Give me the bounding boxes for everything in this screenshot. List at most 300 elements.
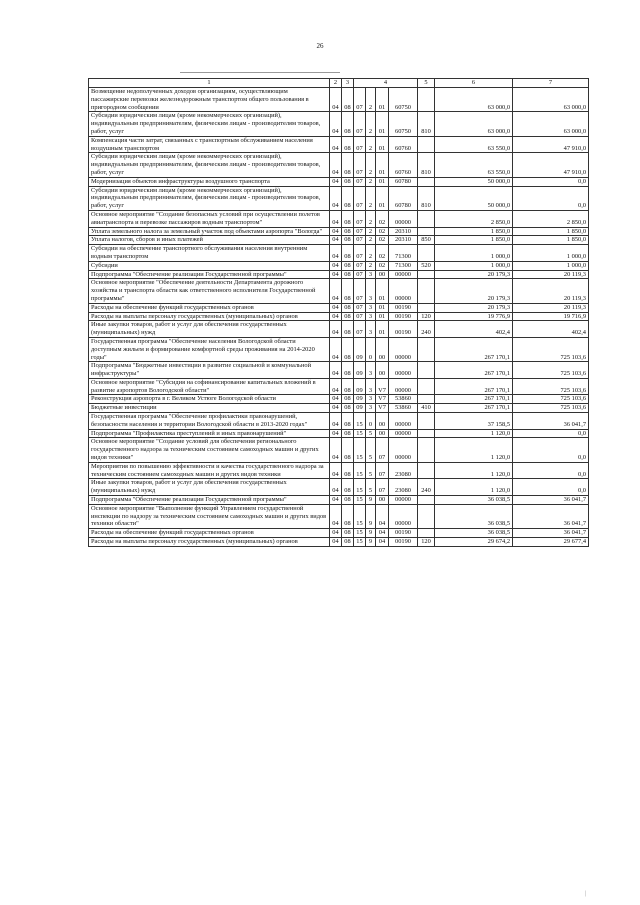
amount-year-1: 1 000,0: [435, 245, 513, 262]
code-event: 07: [376, 438, 389, 462]
code-event: V7: [376, 404, 389, 413]
expense-type: 810: [418, 153, 435, 177]
code-program: 07: [354, 321, 366, 338]
code-direction: 60760: [389, 153, 418, 177]
code-section: 04: [330, 210, 342, 227]
row-name: Расходы на выплаты персоналу государственных (муниципальных) органов: [89, 538, 330, 547]
amount-year-2: 20 119,3: [513, 303, 589, 312]
table-row: [89, 210, 589, 227]
expense-type: [418, 88, 435, 112]
expense-type: [418, 395, 435, 404]
code-event: 01: [376, 321, 389, 338]
row-name: Субсидии юридическим лицам (кроме некоммерческих организаций), индивидуальным предпринимателям, физическим лицам - производителям товаров, работ, услуг: [89, 186, 330, 210]
table-row: [89, 136, 589, 153]
row-name: Иные закупки товаров, работ и услуг для обеспечения государственных (муниципальных) нужд: [89, 321, 330, 338]
expense-type: [418, 438, 435, 462]
amount-year-1: 402,4: [435, 321, 513, 338]
amount-year-2: 725 103,6: [513, 395, 589, 404]
header-col-2: 2: [330, 79, 342, 88]
header-col-3: 3: [342, 79, 354, 88]
code-subprogram: 5: [366, 479, 376, 496]
amount-year-1: 1 120,0: [435, 479, 513, 496]
code-direction: 71300: [389, 245, 418, 262]
code-subprogram: 5: [366, 438, 376, 462]
expense-type: 240: [418, 321, 435, 338]
code-event: 07: [376, 479, 389, 496]
code-section: 04: [330, 312, 342, 321]
amount-year-2: 1 000,0: [513, 261, 589, 270]
code-subprogram: 2: [366, 261, 376, 270]
code-section: 04: [330, 529, 342, 538]
code-subprogram: 9: [366, 496, 376, 505]
expense-type: [418, 227, 435, 236]
amount-year-1: 267 170,1: [435, 404, 513, 413]
amount-year-1: 1 120,0: [435, 438, 513, 462]
code-event: 02: [376, 210, 389, 227]
code-direction: 00000: [389, 279, 418, 303]
code-direction: 60750: [389, 88, 418, 112]
code-subsection: 08: [342, 303, 354, 312]
amount-year-2: 36 041,7: [513, 529, 589, 538]
code-section: 04: [330, 462, 342, 479]
expense-type: [418, 270, 435, 279]
amount-year-1: 37 158,5: [435, 413, 513, 430]
code-program: 15: [354, 496, 366, 505]
code-direction: 53860: [389, 395, 418, 404]
code-section: 04: [330, 227, 342, 236]
expense-type: [418, 245, 435, 262]
row-name: Основное мероприятие "Выполнение функций Управлением государственной инспекции по надзору за техническим состоянием самоходных машин и других видов техники области": [89, 504, 330, 528]
code-subsection: 08: [342, 538, 354, 547]
expense-type: [418, 496, 435, 505]
amount-year-2: 1 850,0: [513, 236, 589, 245]
code-direction: 23080: [389, 462, 418, 479]
amount-year-2: 36 041,7: [513, 496, 589, 505]
expense-type: 520: [418, 261, 435, 270]
amount-year-2: 0,0: [513, 479, 589, 496]
table-row: [89, 177, 589, 186]
code-subprogram: 2: [366, 136, 376, 153]
code-event: 01: [376, 303, 389, 312]
code-event: 02: [376, 227, 389, 236]
code-section: 04: [330, 136, 342, 153]
code-direction: 00000: [389, 378, 418, 395]
table-row: [89, 270, 589, 279]
amount-year-2: 725 103,6: [513, 404, 589, 413]
code-direction: 20310: [389, 236, 418, 245]
code-subprogram: 5: [366, 462, 376, 479]
code-program: 07: [354, 177, 366, 186]
expense-type: 810: [418, 186, 435, 210]
code-subsection: 08: [342, 227, 354, 236]
amount-year-2: 47 910,0: [513, 136, 589, 153]
code-subsection: 08: [342, 153, 354, 177]
table-row: [89, 279, 589, 303]
code-section: 04: [330, 413, 342, 430]
expense-type: [418, 413, 435, 430]
code-direction: 00000: [389, 496, 418, 505]
code-direction: 60780: [389, 177, 418, 186]
code-direction: 23080: [389, 479, 418, 496]
code-event: 00: [376, 496, 389, 505]
table-row: [89, 112, 589, 136]
code-event: 01: [376, 88, 389, 112]
table-row: [89, 413, 589, 430]
code-section: 04: [330, 261, 342, 270]
row-name: Расходы на обеспечение функций государственных органов: [89, 303, 330, 312]
row-name: Подпрограмма "Обеспечение реализации Государственной программы": [89, 496, 330, 505]
expense-type: [418, 337, 435, 361]
table-row: [89, 236, 589, 245]
amount-year-2: 0,0: [513, 429, 589, 438]
amount-year-1: 1 120,0: [435, 462, 513, 479]
code-subprogram: 9: [366, 504, 376, 528]
amount-year-2: 20 119,3: [513, 279, 589, 303]
amount-year-2: 19 716,9: [513, 312, 589, 321]
code-direction: 00000: [389, 337, 418, 361]
code-section: 04: [330, 153, 342, 177]
code-section: 04: [330, 245, 342, 262]
table-row: [89, 261, 589, 270]
amount-year-1: 2 850,0: [435, 210, 513, 227]
amount-year-1: 63 000,0: [435, 112, 513, 136]
expense-type: 850: [418, 236, 435, 245]
code-direction: 00190: [389, 529, 418, 538]
code-event: 02: [376, 236, 389, 245]
row-name: Субсидии юридическим лицам (кроме некоммерческих организаций), индивидуальным предпринимателям, физическим лицам - производителям товаров, работ, услуг: [89, 153, 330, 177]
amount-year-2: 20 119,3: [513, 270, 589, 279]
amount-year-2: 47 910,0: [513, 153, 589, 177]
code-subprogram: 2: [366, 88, 376, 112]
code-subsection: 08: [342, 438, 354, 462]
table-row: [89, 245, 589, 262]
row-name: Реконструкция аэропорта в г. Великом Устюге Вологодской области: [89, 395, 330, 404]
amount-year-1: 19 776,9: [435, 312, 513, 321]
amount-year-1: 20 179,3: [435, 303, 513, 312]
amount-year-1: 36 038,5: [435, 496, 513, 505]
amount-year-1: 1 850,0: [435, 227, 513, 236]
table-row: [89, 321, 589, 338]
code-event: 04: [376, 538, 389, 547]
amount-year-2: 402,4: [513, 321, 589, 338]
code-event: 01: [376, 279, 389, 303]
code-event: 02: [376, 261, 389, 270]
amount-year-2: 1 850,0: [513, 227, 589, 236]
header-col-4: 4: [354, 79, 418, 88]
row-name: Основное мероприятие "Создание условий для обеспечения регионального государственного надзора за техническим состоянием самоходных машин и других видов техники": [89, 438, 330, 462]
code-subsection: 08: [342, 279, 354, 303]
amount-year-1: 50 000,0: [435, 177, 513, 186]
table-row: [89, 395, 589, 404]
code-event: V7: [376, 378, 389, 395]
code-direction: 60750: [389, 112, 418, 136]
table-row: [89, 462, 589, 479]
code-subprogram: 2: [366, 227, 376, 236]
code-direction: 00190: [389, 303, 418, 312]
code-subsection: 08: [342, 261, 354, 270]
code-subsection: 08: [342, 177, 354, 186]
table-row: [89, 337, 589, 361]
code-program: 15: [354, 538, 366, 547]
table-row: [89, 88, 589, 112]
code-subprogram: 2: [366, 210, 376, 227]
expense-type: 120: [418, 312, 435, 321]
amount-year-2: 0,0: [513, 462, 589, 479]
code-program: 15: [354, 413, 366, 430]
amount-year-2: 0,0: [513, 177, 589, 186]
code-subsection: 08: [342, 429, 354, 438]
code-direction: 71300: [389, 261, 418, 270]
code-section: 04: [330, 538, 342, 547]
row-name: Расходы на выплаты персоналу государственных (муниципальных) органов: [89, 312, 330, 321]
table-body: [89, 88, 589, 547]
row-name: Государственная программа "Обеспечение профилактики правонарушений, безопасности населения и территории Вологодской области в 2013-2020 годах": [89, 413, 330, 430]
amount-year-1: 20 179,3: [435, 279, 513, 303]
code-direction: 00000: [389, 210, 418, 227]
code-section: 04: [330, 177, 342, 186]
code-event: 00: [376, 362, 389, 379]
code-program: 07: [354, 312, 366, 321]
table-row: [89, 186, 589, 210]
amount-year-2: 63 000,0: [513, 88, 589, 112]
code-program: 15: [354, 462, 366, 479]
amount-year-1: 29 674,2: [435, 538, 513, 547]
expense-type: [418, 429, 435, 438]
code-program: 07: [354, 279, 366, 303]
row-name: Подпрограмма "Обеспечение реализации Государственной программы": [89, 270, 330, 279]
code-event: V7: [376, 395, 389, 404]
table-row: [89, 529, 589, 538]
header-col-6: 6: [435, 79, 513, 88]
code-section: 04: [330, 395, 342, 404]
expense-type: [418, 529, 435, 538]
code-program: 07: [354, 112, 366, 136]
amount-year-2: 0,0: [513, 186, 589, 210]
table-row: [89, 538, 589, 547]
code-direction: 00190: [389, 321, 418, 338]
row-name: Мероприятия по повышению эффективности и качества государственного надзора за техническим состоянием самоходных машин и других видов техники: [89, 462, 330, 479]
code-subprogram: 3: [366, 395, 376, 404]
code-section: 04: [330, 479, 342, 496]
row-name: Модернизация объектов инфраструктуры воздушного транспорта: [89, 177, 330, 186]
row-name: Основное мероприятие "Создание безопасных условий при осуществлении полетов авиатранспорта и перевозке пассажиров водным транспортом": [89, 210, 330, 227]
code-event: 02: [376, 245, 389, 262]
corner-tick: |: [584, 891, 586, 897]
row-name: Уплата налогов, сборов и иных платежей: [89, 236, 330, 245]
code-subsection: 08: [342, 496, 354, 505]
amount-year-1: 1 850,0: [435, 236, 513, 245]
code-subprogram: 3: [366, 362, 376, 379]
amount-year-1: 267 170,1: [435, 337, 513, 361]
amount-year-1: 36 038,5: [435, 504, 513, 528]
amount-year-1: 267 170,1: [435, 395, 513, 404]
code-subsection: 08: [342, 236, 354, 245]
header-col-7: 7: [513, 79, 589, 88]
code-subsection: 08: [342, 112, 354, 136]
expense-type: 120: [418, 538, 435, 547]
code-subsection: 08: [342, 210, 354, 227]
row-name: Уплата земельного налога за земельный участок под объектами аэропорта "Вологда": [89, 227, 330, 236]
code-subsection: 08: [342, 321, 354, 338]
header-col-5: 5: [418, 79, 435, 88]
code-direction: 00000: [389, 504, 418, 528]
code-section: 04: [330, 303, 342, 312]
amount-year-2: 725 103,6: [513, 362, 589, 379]
amount-year-1: 1 000,0: [435, 261, 513, 270]
amount-year-2: 29 677,4: [513, 538, 589, 547]
amount-year-1: 1 120,0: [435, 429, 513, 438]
code-subsection: 08: [342, 462, 354, 479]
code-subsection: 08: [342, 404, 354, 413]
code-subprogram: 3: [366, 321, 376, 338]
code-section: 04: [330, 279, 342, 303]
amount-year-1: 20 179,3: [435, 270, 513, 279]
amount-year-1: 63 000,0: [435, 88, 513, 112]
code-subprogram: 0: [366, 337, 376, 361]
code-event: 07: [376, 462, 389, 479]
code-subsection: 08: [342, 413, 354, 430]
code-section: 04: [330, 429, 342, 438]
table-row: [89, 438, 589, 462]
code-subprogram: 0: [366, 413, 376, 430]
code-program: 09: [354, 378, 366, 395]
code-subprogram: 9: [366, 529, 376, 538]
code-subsection: 08: [342, 362, 354, 379]
amount-year-2: 36 041,7: [513, 504, 589, 528]
expense-type: [418, 210, 435, 227]
code-program: 07: [354, 261, 366, 270]
code-subsection: 08: [342, 504, 354, 528]
amount-year-2: 63 000,0: [513, 112, 589, 136]
header-row: [89, 79, 589, 88]
table-row: [89, 362, 589, 379]
code-subsection: 08: [342, 479, 354, 496]
code-direction: 00190: [389, 312, 418, 321]
code-event: 01: [376, 112, 389, 136]
code-direction: 60780: [389, 186, 418, 210]
expense-type: [418, 362, 435, 379]
code-program: 07: [354, 227, 366, 236]
expense-type: [418, 462, 435, 479]
expense-type: [418, 279, 435, 303]
expense-type: 240: [418, 479, 435, 496]
row-name: Возмещение недополученных доходов организациям, осуществляющим пассажирские перевозки железнодорожным транспортом общего пользования в пригородном сообщении: [89, 88, 330, 112]
row-name: Субсидии: [89, 261, 330, 270]
code-subprogram: 2: [366, 153, 376, 177]
code-subprogram: 3: [366, 303, 376, 312]
amount-year-1: 50 000,0: [435, 186, 513, 210]
amount-year-2: 1 000,0: [513, 245, 589, 262]
row-name: Компенсация части затрат, связанных с транспортным обслуживанием населения воздушным транспортом: [89, 136, 330, 153]
code-section: 04: [330, 362, 342, 379]
row-name: Бюджетные инвестиции: [89, 404, 330, 413]
code-subsection: 08: [342, 245, 354, 262]
code-subprogram: 2: [366, 186, 376, 210]
code-subprogram: 2: [366, 236, 376, 245]
code-subsection: 08: [342, 136, 354, 153]
code-subsection: 08: [342, 312, 354, 321]
code-direction: 60760: [389, 136, 418, 153]
code-program: 09: [354, 395, 366, 404]
table-row: [89, 227, 589, 236]
code-direction: 00000: [389, 413, 418, 430]
table-row: [89, 404, 589, 413]
code-event: 01: [376, 177, 389, 186]
code-program: 07: [354, 186, 366, 210]
code-section: 04: [330, 112, 342, 136]
amount-year-2: 725 103,6: [513, 378, 589, 395]
header-col-1: 1: [89, 79, 330, 88]
amount-year-2: 2 850,0: [513, 210, 589, 227]
table-row: [89, 429, 589, 438]
code-subsection: 08: [342, 270, 354, 279]
code-section: 04: [330, 504, 342, 528]
code-event: 04: [376, 504, 389, 528]
row-name: Основное мероприятие "Обеспечение деятельности Департамента дорожного хозяйства и транспорта области как ответственного исполнителя Государственной программы": [89, 279, 330, 303]
code-section: 04: [330, 438, 342, 462]
code-program: 09: [354, 404, 366, 413]
code-subsection: 08: [342, 529, 354, 538]
amount-year-1: 267 170,1: [435, 378, 513, 395]
code-event: 00: [376, 337, 389, 361]
code-subprogram: 3: [366, 312, 376, 321]
code-subprogram: 5: [366, 429, 376, 438]
code-program: 07: [354, 210, 366, 227]
code-event: 00: [376, 413, 389, 430]
code-subsection: 08: [342, 337, 354, 361]
table-row: [89, 378, 589, 395]
code-program: 15: [354, 438, 366, 462]
code-direction: 00000: [389, 270, 418, 279]
row-name: Субсидии на обеспечение транспортного обслуживания населения внутренним водным транспортом: [89, 245, 330, 262]
page-number: 26: [316, 42, 324, 50]
code-subprogram: 2: [366, 245, 376, 262]
row-name: Подпрограмма "Профилактика преступлений и иных правонарушений": [89, 429, 330, 438]
table-row: [89, 496, 589, 505]
code-subprogram: 3: [366, 270, 376, 279]
row-name: Субсидии юридическим лицам (кроме некоммерческих организаций), индивидуальным предпринимателям, физическим лицам - производителям товаров, работ, услуг: [89, 112, 330, 136]
header-rule: [180, 72, 340, 73]
code-event: 01: [376, 136, 389, 153]
expense-type: 410: [418, 404, 435, 413]
code-program: 07: [354, 88, 366, 112]
code-subsection: 08: [342, 395, 354, 404]
code-subprogram: 2: [366, 112, 376, 136]
code-program: 15: [354, 529, 366, 538]
code-program: 07: [354, 245, 366, 262]
table-row: [89, 479, 589, 496]
code-event: 00: [376, 429, 389, 438]
code-program: 07: [354, 136, 366, 153]
code-subprogram: 2: [366, 177, 376, 186]
expense-type: [418, 378, 435, 395]
code-direction: 00000: [389, 438, 418, 462]
code-event: 01: [376, 312, 389, 321]
code-subsection: 08: [342, 186, 354, 210]
amount-year-1: 63 550,0: [435, 136, 513, 153]
code-event: 04: [376, 529, 389, 538]
code-section: 04: [330, 88, 342, 112]
code-subprogram: 3: [366, 378, 376, 395]
table-row: [89, 504, 589, 528]
code-program: 15: [354, 429, 366, 438]
table-row: [89, 153, 589, 177]
amount-year-2: 36 041,7: [513, 413, 589, 430]
code-program: 15: [354, 479, 366, 496]
amount-year-1: 63 550,0: [435, 153, 513, 177]
code-event: 01: [376, 186, 389, 210]
code-section: 04: [330, 236, 342, 245]
